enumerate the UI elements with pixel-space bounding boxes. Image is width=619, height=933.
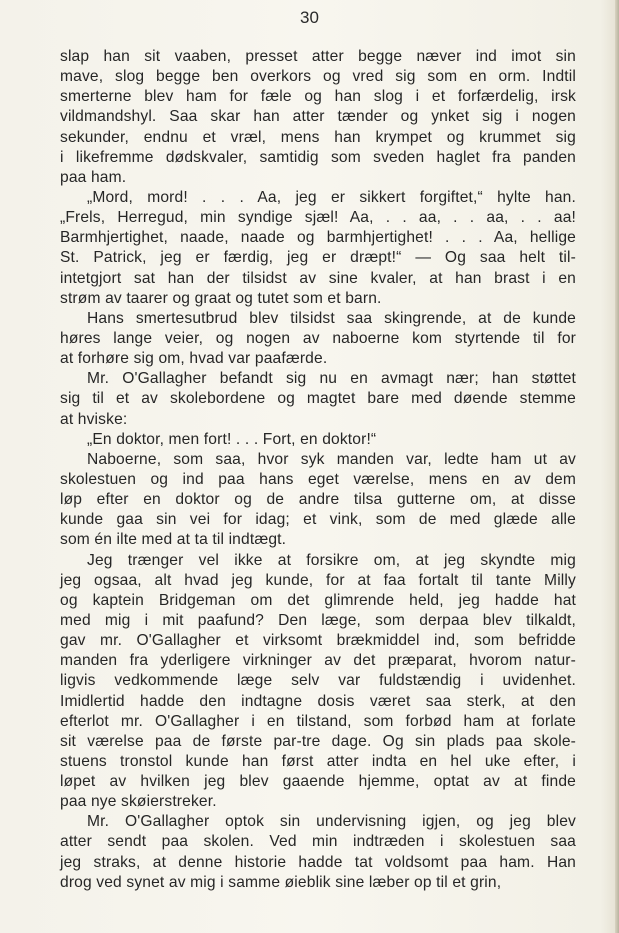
text-line: paa nye skøierstreker. [60, 793, 217, 811]
text-line: strøm av taarer og graat og tutet som et barn. [60, 289, 382, 307]
paragraph [60, 188, 576, 309]
text-line: og kaptein Bridgeman om det glimrende held, jeg hadde hat [60, 591, 576, 609]
text-line: smerterne blev ham for fæle og han slog i et forfærdelig, irsk [60, 88, 576, 106]
page-number: 30 [300, 8, 319, 27]
text-line: sit værelse paa de første par-tre dage. Og sin plads paa skole- [60, 732, 576, 750]
text-line: kunde gaa sin vei for idag; et vink, som de med glæde alle [60, 511, 576, 529]
text-line: Barmhjertighet, naade, naade og barmhjertighet! . . . Aa, hellige [60, 229, 576, 247]
text-line: slap han sit vaaben, presset atter begge næver ind imot sin [60, 48, 576, 65]
text-line: i likefremme dødskvaler, samtidig som sveden haglet fra panden [60, 148, 576, 166]
text-line: manden fra yderligere virkninger av det præparat, hvorom natur- [60, 652, 576, 670]
paragraph [60, 450, 576, 551]
text-line: som én ilte med at ta til indtægt. [60, 531, 287, 549]
text-line: med mig i mit paafund? Den læge, som derpaa blev tilkaldt, [60, 611, 576, 629]
text-line: Naboerne, som saa, hvor syk manden var, ledte ham ut av [87, 450, 576, 468]
text-line: vildmandshyl. Saa skar han atter tænder og ynket sig i nogen [60, 108, 576, 126]
text-line: ligvis vedkommende læge selv var fuldstændig i uvidenhet. [60, 672, 576, 690]
text-line: Imidlertid hadde den indtagne dosis været saa sterk, at den [60, 692, 576, 710]
text-line: løp efter en doktor og de andre tilsa gutterne om, at disse [60, 491, 576, 509]
text-line: „Mord, mord! . . . Aa, jeg er sikkert forgiftet,“ hylte han. [87, 188, 576, 206]
text-line: drog ved synet av mig i samme øieblik sine læber op til et grin, [60, 873, 502, 891]
text-line: at forhøre sig om, hvad var paafærde. [60, 350, 328, 368]
text-line: sig til et av skolebordene og magtet bare med døende stemme [60, 390, 576, 408]
text-line: efterlot mr. O'Gallagher i en tilstand, som forbød ham at forlate [60, 712, 576, 730]
text-line: mave, slog begge ben overkors og vred sig som en orm. Indtil [60, 68, 576, 86]
text-line: at hviske: [60, 410, 128, 428]
paragraph [60, 47, 576, 188]
text-line: „En doktor, men fort! . . . Fort, en doktor!“ [87, 430, 377, 448]
paragraph [60, 551, 576, 813]
paragraph [60, 812, 576, 893]
paragraph [60, 309, 576, 369]
text-line: atter sendt paa skolen. Ved min indtræden i skolestuen saa [60, 833, 576, 851]
body-text [60, 47, 576, 893]
paragraph [60, 430, 576, 450]
text-line: Mr. O'Gallagher optok sin undervisning igjen, og jeg blev [87, 813, 576, 831]
text-line: paa ham. [60, 168, 127, 186]
text-line: „Frels, Herregud, min syndige sjæl! Aa, . . aa, . . aa, . . aa! [60, 209, 576, 227]
text-line: Mr. O'Gallagher befandt sig nu en avmagt nær; han støttet [87, 370, 576, 388]
text-line: sekunder, endnu et vræl, mens han krympet og krummet sig [60, 128, 576, 146]
text-line: løpet av hvilken jeg blev gaaende hjemme, optat av at finde [60, 773, 576, 791]
page-edge-shadow [615, 0, 619, 933]
text-line: jeg straks, at denne historie hadde tat voldsomt paa ham. Han [60, 853, 576, 871]
text-line: stuens tronstol kunde han først atter indta en hel uke efter, i [60, 752, 576, 770]
text-line: høres lange veier, og nogen av naboerne kom styrtende til for [60, 329, 576, 347]
text-line: intetgjort sat han der tilsidst av sine kvaler, at han brast i en [60, 269, 576, 287]
text-line: St. Patrick, jeg er færdig, jeg er dræpt!“ — Og saa helt til- [60, 249, 576, 267]
paragraph [60, 369, 576, 429]
text-line: gav mr. O'Gallagher et virksomt brækmiddel ind, som befridde [60, 632, 576, 650]
text-line: jeg ogsaa, alt hvad jeg kunde, for at faa fortalt til tante Milly [60, 571, 576, 589]
text-line: skolestuen og ind paa hans eget værelse, mens en av dem [60, 470, 576, 488]
text-line: Jeg trænger vel ikke at forsikre om, at jeg skyndte mig [87, 551, 576, 569]
text-line: Hans smertesutbrud blev tilsidst saa skingrende, at de kunde [87, 309, 576, 327]
